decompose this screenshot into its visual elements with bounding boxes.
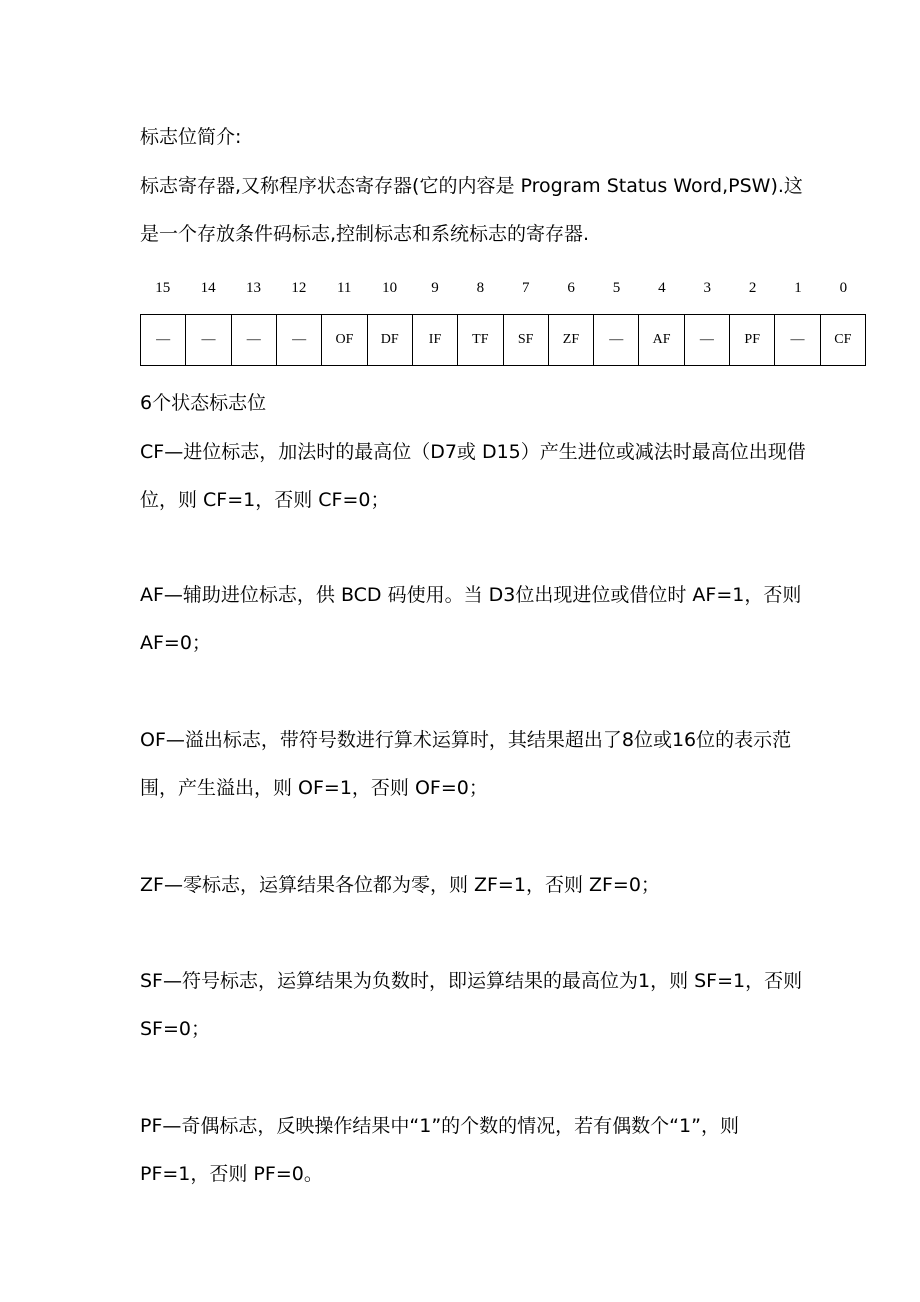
flag-cell: IF	[412, 315, 457, 366]
bit-number: 5	[612, 280, 621, 296]
bit-number: 13	[245, 280, 261, 296]
bit-number: 0	[839, 280, 848, 296]
bit-number: 7	[521, 280, 530, 296]
af-description-line-1: AF—辅助进位标志，供 BCD 码使用。当 D3位出现进位或借位时 AF=1，否则	[140, 584, 802, 606]
bit-number-row	[140, 278, 866, 298]
sf-description-line-1: SF—符号标志，运算结果为负数时，即运算结果的最高位为1，则 SF=1，否则	[140, 970, 803, 992]
zf-description: ZF—零标志，运算结果各位都为零，则 ZF=1，否则 ZF=0；	[140, 874, 660, 896]
flag-cell: PF	[730, 315, 775, 366]
cf-description-line-2: 位，则 CF=1，否则 CF=0；	[140, 489, 390, 511]
bit-number: 3	[703, 280, 711, 296]
bit-number: 10	[382, 280, 398, 296]
flag-cell: AF	[639, 315, 684, 366]
flag-cell: —	[594, 315, 639, 366]
bit-number: 4	[658, 280, 666, 296]
flag-cell: —	[186, 315, 231, 366]
bit-number: 1	[794, 280, 802, 296]
flag-cell: TF	[458, 315, 503, 366]
bit-number: 8	[476, 280, 485, 296]
heading: 标志位简介:	[140, 126, 242, 148]
flag-cell: CF	[820, 315, 865, 366]
bit-number: 2	[748, 280, 757, 296]
flag-cell: —	[231, 315, 276, 366]
flag-register-row	[141, 315, 866, 366]
flag-register-table	[140, 314, 866, 366]
flag-cell: ZF	[548, 315, 593, 366]
bit-number: 15	[155, 280, 171, 296]
intro-line-1: 标志寄存器,又称程序状态寄存器(它的内容是 Program Status Word,PSW).这	[140, 175, 803, 197]
flag-cell: —	[276, 315, 321, 366]
bit-number: 14	[200, 280, 216, 296]
pf-description-line-1: PF—奇偶标志，反映操作结果中“1”的个数的情况，若有偶数个“1”，则	[140, 1115, 739, 1137]
flag-cell: —	[775, 315, 820, 366]
pf-description-line-2: PF=1，否则 PF=0。	[140, 1163, 323, 1185]
section-title: 6个状态标志位	[140, 392, 267, 414]
cf-description-line-1: CF—进位标志，加法时的最高位（D7或 D15）产生进位或减法时最高位出现借	[140, 441, 806, 463]
of-description-line-2: 围，产生溢出，则 OF=1，否则 OF=0；	[140, 777, 488, 799]
flag-cell: OF	[322, 315, 367, 366]
af-description-line-2: AF=0；	[140, 632, 211, 654]
of-description-line-1: OF—溢出标志，带符号数进行算术运算时，其结果超出了8位或16位的表示范	[140, 729, 792, 751]
flag-cell: DF	[367, 315, 412, 366]
bit-number: 6	[567, 280, 575, 296]
flag-cell: SF	[503, 315, 548, 366]
bit-number: 9	[431, 280, 439, 296]
intro-line-2: 是一个存放条件码标志,控制标志和系统标志的寄存器.	[140, 223, 590, 245]
flag-cell: —	[684, 315, 729, 366]
flag-cell: —	[141, 315, 186, 366]
sf-description-line-2: SF=0；	[140, 1018, 210, 1040]
bit-number: 12	[291, 280, 307, 296]
bit-number: 11	[336, 280, 352, 296]
